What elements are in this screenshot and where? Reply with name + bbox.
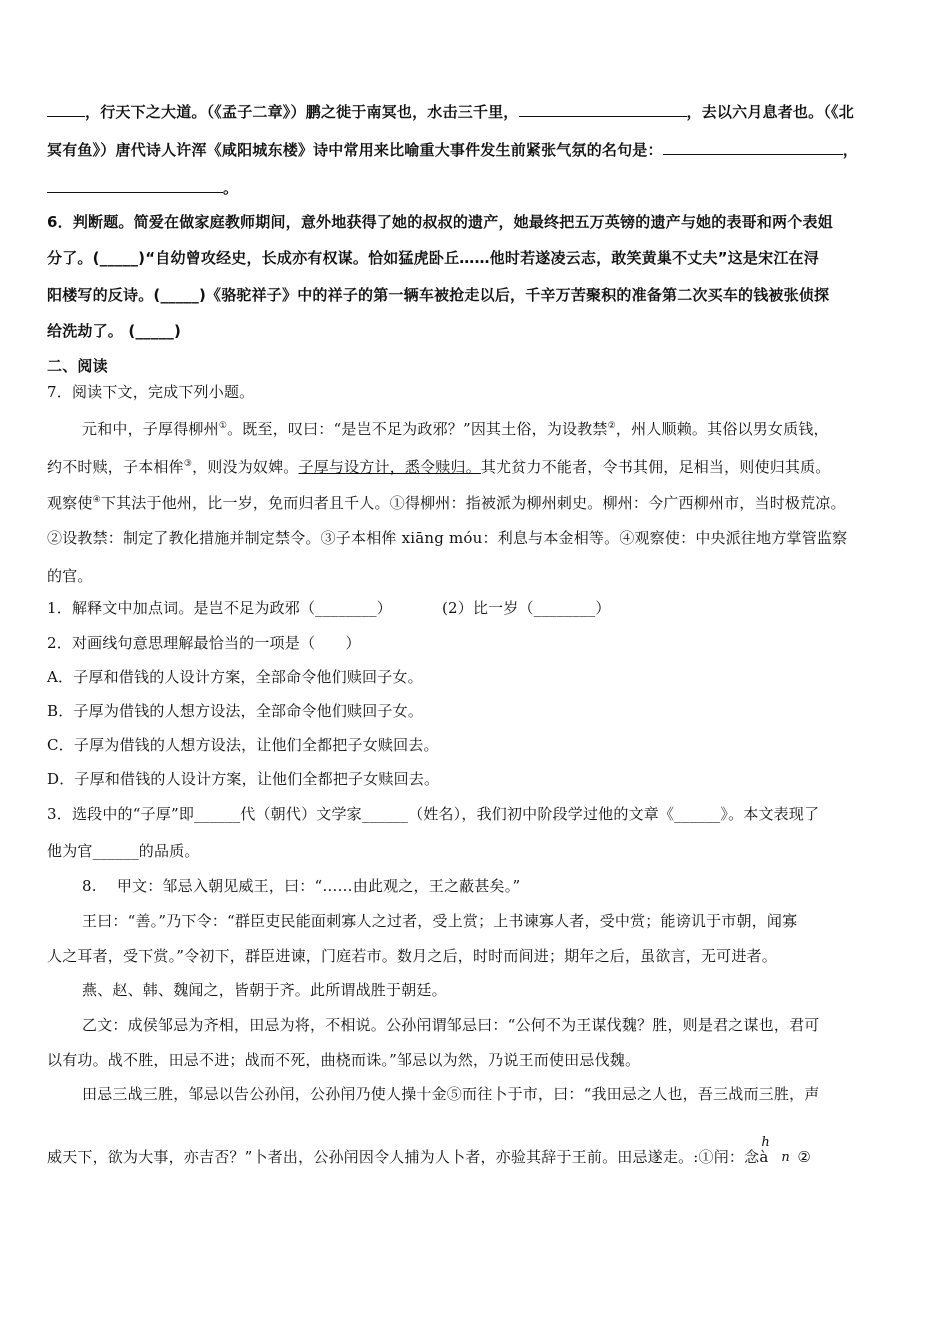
pinyin-n: n xyxy=(781,1150,790,1165)
question-8-line-4: 燕、赵、韩、魏闻之，皆朝于齐。此所谓战胜于朝廷。 xyxy=(82,981,447,999)
passage-line-4: ②设教禁：制定了教化措施并制定禁令。③子本相侔 xiāng móu：利息与本金相等。④观察使：中央派往地方掌管监察 xyxy=(47,529,848,547)
section-heading-reading: 二、阅读 xyxy=(47,357,108,375)
question-8-line-5: 乙文：成侯邹忌为齐相，田忌为将，不相说。公孙闬谓邹忌曰：“公何不为王谋伐魏？胜，则是君之谋也，君可 xyxy=(82,1016,820,1034)
answer-blank[interactable] xyxy=(519,101,687,117)
question-6-line-2: 分了。(_____)“自幼曾攻经史，长成亦有权谋。恰如猛虎卧丘……他时若遂凌云志，敢笑黄巢不丈夫”这是宋江在浔 xyxy=(47,249,819,267)
sub-question-1: 1．解释文中加点词。是岂不足为政邪（________） (2）比一岁（________） xyxy=(47,599,611,617)
question-8-line-7: 田忌三战三胜，邹忌以告公孙闬，公孙闬乃使人操十金⑤而往卜于市，曰：“我田忌之人也，吾三战而三胜，声 xyxy=(82,1085,820,1103)
sub-question-2: 2．对画线句意思理解最恰当的一项是（ ） xyxy=(47,634,361,652)
sub-question-3-line-1: 3．选段中的“子厚”即______代（朝代）文学家______（姓名），我们初中阶段学过他的文章《______》。本文表现了 xyxy=(47,805,820,823)
sub-question-3-line-2: 他为官______的品质。 xyxy=(47,842,200,860)
question-8-line-6: 以有功。战不胜，田忌不进；战而不死，曲桡而诛。”邹忌以为然，乃说王而使田忌伐魏。 xyxy=(47,1051,641,1069)
pinyin-a: à xyxy=(759,1148,769,1166)
poem-fill-line-2: 冥有鱼》）唐代诗人许浑《咸阳城东楼》诗中常用来比喻重大事件发生前紧张气氛的名句是： ， xyxy=(47,141,858,159)
option-a[interactable]: A．子厚和借钱的人设计方案，全部命令他们赎回子女。 xyxy=(47,668,423,686)
question-8-line-3: 人之耳者，受下赏。”令初下，群臣进谏，门庭若市。数月之后，时时而间进；期年之后，虽欲言，无可进者。 xyxy=(47,947,777,965)
answer-blank[interactable] xyxy=(47,101,85,117)
pinyin-h: h xyxy=(761,1135,770,1150)
option-b[interactable]: B．子厚为借钱的人想方设法，全部命令他们赎回子女。 xyxy=(47,702,424,720)
passage-line-3: 观察使④下其法于他州，比一岁，免而归者且千人。①得柳州：指被派为柳州刺史。柳州：今广西柳州市，当时极荒凉。 xyxy=(47,494,846,512)
passage-line-5: 的官。 xyxy=(47,567,93,585)
option-c[interactable]: C．子厚为借钱的人想方设法，让他们全都把子女赎回去。 xyxy=(47,736,439,754)
answer-blank[interactable] xyxy=(47,177,223,193)
option-d[interactable]: D．子厚和借钱的人设计方案，让他们全都把子女赎回去。 xyxy=(47,770,440,788)
question-7-intro: 7．阅读下文，完成下列小题。 xyxy=(47,383,255,401)
passage-line-2: 约不时赎，子本相侔③，则没为奴婢。子厚与设方计，悉令赎归。其尤贫力不能者，令书其佣，足相当，则使归其质。 xyxy=(47,458,831,476)
poem-fill-line-1: ，行天下之大道。（《孟子二章》）鹏之徙于南冥也，水击三千里， ，去以六月息者也。（《北 xyxy=(47,101,854,122)
question-8-line-8: 威天下，欲为大事，亦吉否？”卜者出，公孙闬因令人捕为人卜者，亦验其辞于王前。田忌遂走。:①闬：念 h à n ② xyxy=(47,1135,811,1166)
question-6-line-1: 6．判断题。简爱在做家庭教师期间，意外地获得了她的叔叔的遗产，她最终把五万英镑的遗产与她的表哥和两个表姐 xyxy=(47,213,833,231)
question-8-line-2: 王曰：“善。”乃下令：“群臣吏民能面刺寡人之过者，受上赏；上书谏寡人者，受中赏；能谤讥于市朝，闻寡 xyxy=(82,912,798,930)
passage-line-1: 元和中，子厚得柳州①。既至，叹曰：“是岂不足为政邪？”因其土俗，为设教禁②，州人顺赖。其俗以男女质钱， xyxy=(82,420,829,438)
answer-blank[interactable] xyxy=(663,139,843,155)
question-6-line-4: 给洗劫了。 (_____) xyxy=(47,322,182,340)
question-6-line-3: 阳楼写的反诗。(_____)《骆驼祥子》中的祥子的第一辆车被抢走以后，千辛万苦聚积的准备第二次买车的钱被张侦探 xyxy=(47,286,830,304)
poem-fill-line-3: 。 xyxy=(47,177,238,198)
question-8-line-1: 8. 甲文：邹忌入朝见威王，曰：“……由此观之，王之蔽甚矣。” xyxy=(82,877,521,895)
underlined-sentence: 子厚与设方计，悉令赎归。 xyxy=(298,458,481,476)
